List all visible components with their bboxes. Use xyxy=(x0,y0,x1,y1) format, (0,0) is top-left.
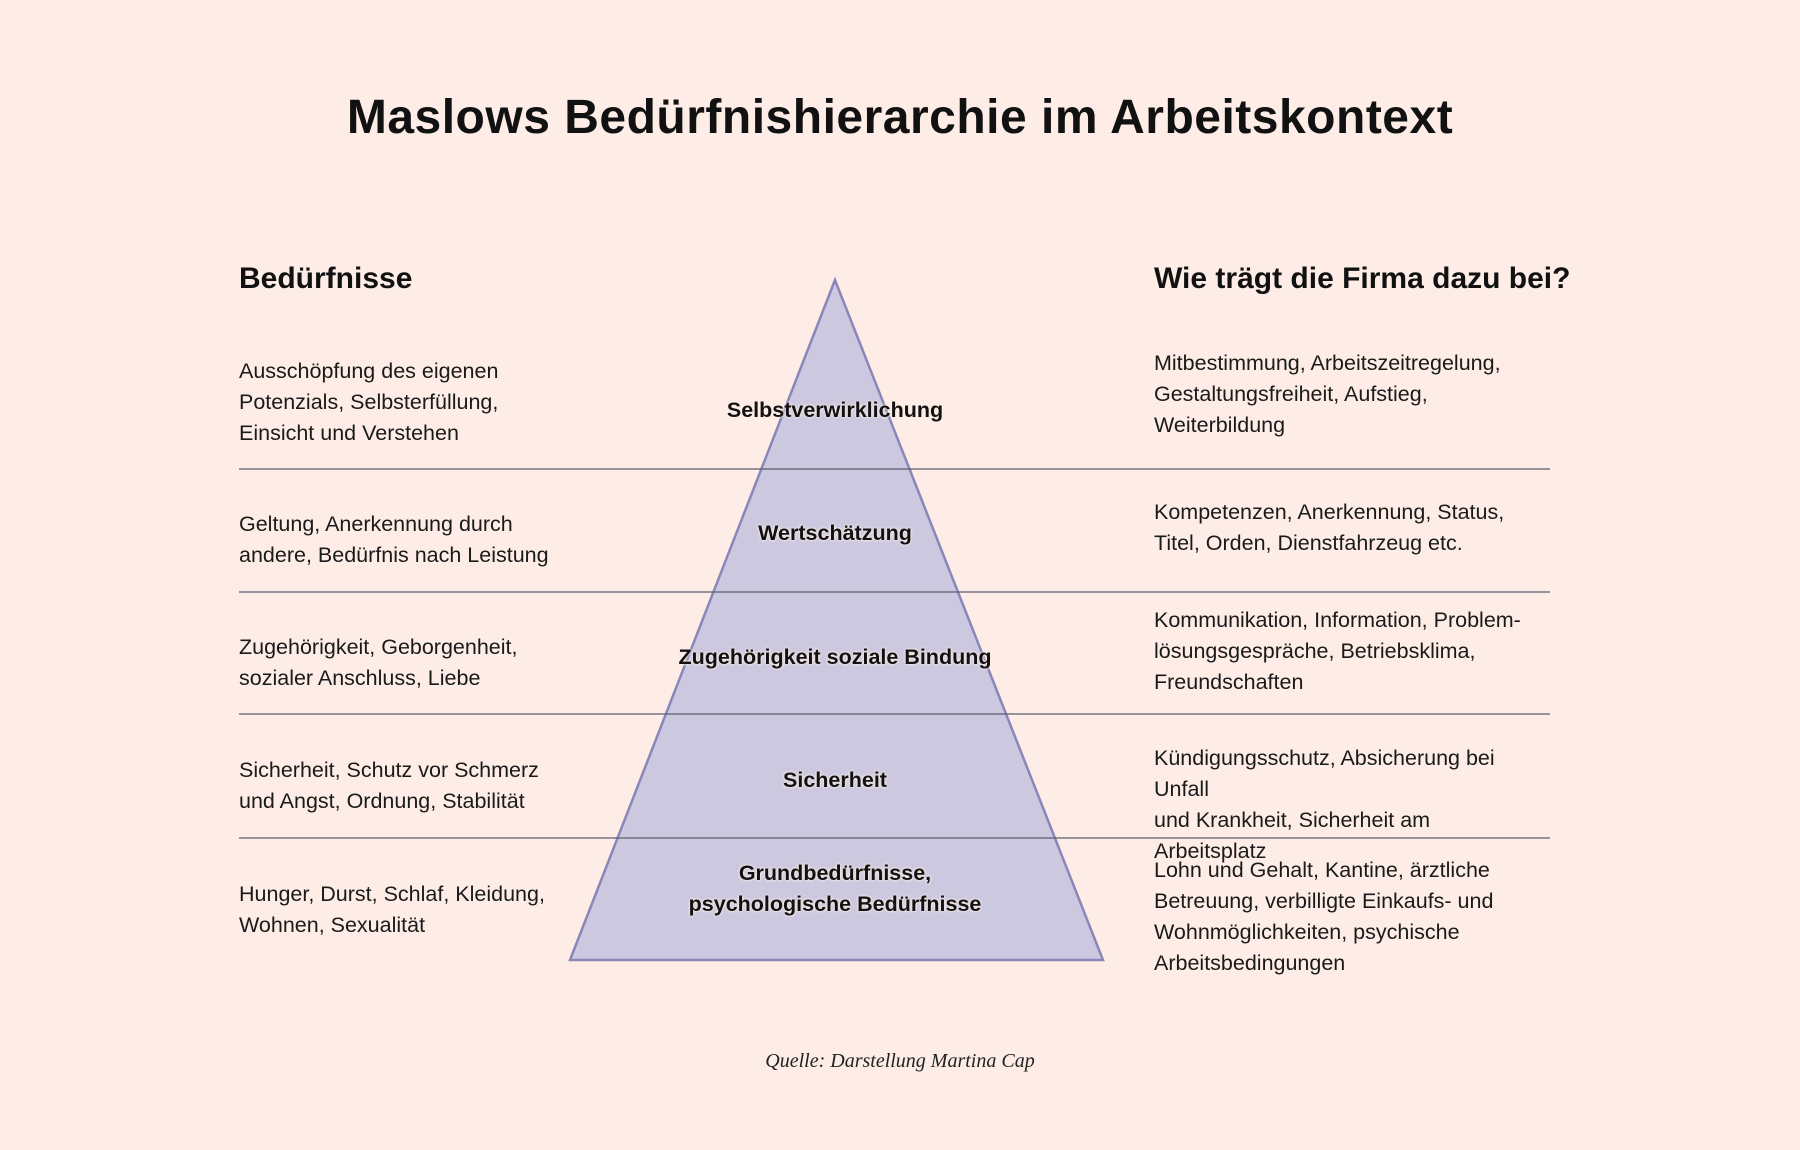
needs-text-level-5 xyxy=(239,879,569,941)
pyramid-level-label: Sicherheit xyxy=(783,768,887,792)
source-caption: Quelle: Darstellung Martina Cap xyxy=(765,1050,1035,1072)
pyramid-level-label: Grundbedürfnisse, psychologische Bedürfnisse xyxy=(688,861,982,916)
needs-text-level-4 xyxy=(239,755,569,817)
needs-text: Zugehörigkeit, Geborgenheit, sozialer Anschluss, Liebe xyxy=(239,635,518,690)
company-column-heading: Wie trägt die Firma dazu bei? xyxy=(1154,262,1571,295)
needs-text-level-3 xyxy=(239,632,569,694)
company-text-level-5 xyxy=(1154,855,1534,979)
needs-text: Sicherheit, Schutz vor Schmerz und Angst, Ordnung, Stabilität xyxy=(239,758,539,813)
company-text: Lohn und Gehalt, Kantine, ärztliche Betreuung, verbilligte Einkaufs- und Wohnmöglichkeiten, psychische Arbeitsbedingungen xyxy=(1154,858,1494,975)
company-text-level-1 xyxy=(1154,348,1534,441)
company-text-level-4 xyxy=(1154,743,1534,867)
needs-text: Hunger, Durst, Schlaf, Kleidung, Wohnen, Sexualität xyxy=(239,882,545,937)
company-text-level-2 xyxy=(1154,497,1534,559)
needs-text-level-1 xyxy=(239,356,569,449)
company-text: Mitbestimmung, Arbeitszeitregelung, Gestaltungsfreiheit, Aufstieg, Weiterbildung xyxy=(1154,351,1501,437)
pyramid-level-label: Wertschätzung xyxy=(758,521,912,545)
company-text: Kündigungsschutz, Absicherung bei Unfall und Krankheit, Sicherheit am Arbeitsplatz xyxy=(1154,746,1495,863)
company-text-level-3 xyxy=(1154,605,1534,698)
company-text: Kompetenzen, Anerkennung, Status, Titel, Orden, Dienstfahrzeug etc. xyxy=(1154,500,1505,555)
needs-text: Ausschöpfung des eigenen Potenzials, Selbsterfüllung, Einsicht und Verstehen xyxy=(239,359,499,445)
pyramid-level-label: Zugehörigkeit soziale Bindung xyxy=(678,645,992,669)
needs-text-level-2 xyxy=(239,509,569,571)
pyramid-level-label: Selbstverwirklichung xyxy=(726,398,944,422)
needs-text: Geltung, Anerkennung durch andere, Bedürfnis nach Leistung xyxy=(239,512,549,567)
company-text: Kommunikation, Information, Problem- lösungsgespräche, Betriebsklima, Freundschaften xyxy=(1154,608,1521,694)
page-title: Maslows Bedürfnishierarchie im Arbeitskontext xyxy=(346,91,1454,144)
needs-column-heading: Bedürfnisse xyxy=(239,262,413,295)
